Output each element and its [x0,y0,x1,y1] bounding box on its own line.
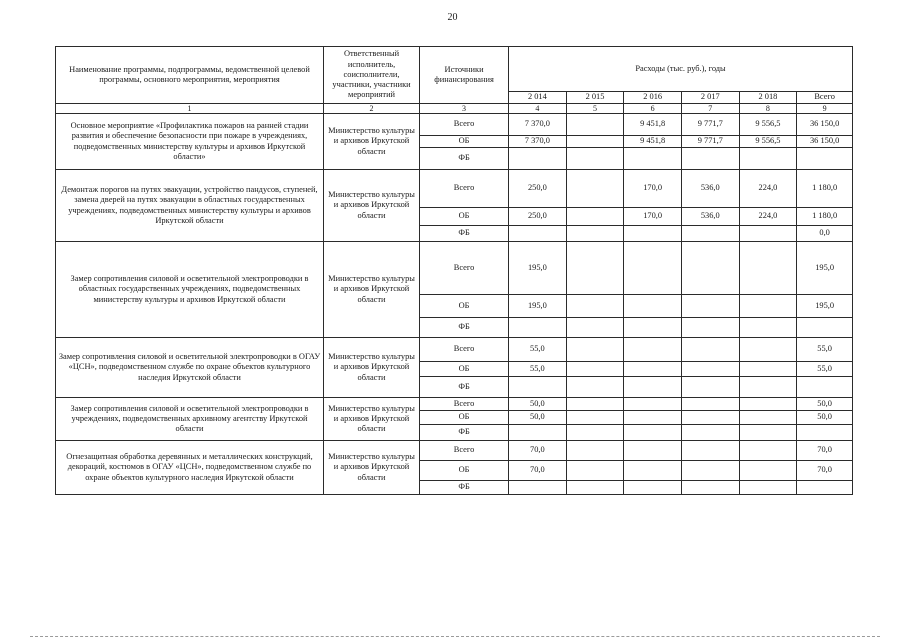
year-value [624,377,682,398]
column-number: 6 [624,104,682,114]
column-number: 4 [509,104,567,114]
total-value: 1 180,0 [797,170,853,208]
header-expenses: Расходы (тыс. руб.), годы [509,47,853,92]
year-value: 224,0 [739,170,797,208]
year-value: 7 370,0 [509,114,567,136]
year-value: 170,0 [624,208,682,226]
year-value [739,338,797,362]
header-row [56,47,853,92]
total-value: 36 150,0 [797,136,853,148]
year-value: 170,0 [624,170,682,208]
funding-source: Всего [420,170,509,208]
total-value: 50,0 [797,398,853,411]
year-value [739,318,797,338]
year-value: 9 556,5 [739,114,797,136]
year-value [681,338,739,362]
year-value [681,295,739,318]
year-value [624,461,682,481]
column-number: 1 [56,104,324,114]
total-value: 55,0 [797,362,853,377]
year-value [566,295,624,318]
funding-source: Всего [420,441,509,461]
header-sources: Источники финансирования [420,47,509,104]
activity-executor: Министерство культуры и архивов Иркутской области [324,242,420,338]
funding-source: ОБ [420,136,509,148]
header-year: 2 018 [739,92,797,104]
funding-source: ФБ [420,226,509,242]
year-value: 250,0 [509,208,567,226]
total-value [797,318,853,338]
total-value: 195,0 [797,242,853,295]
year-value: 55,0 [509,362,567,377]
year-value [624,425,682,441]
funding-source: ОБ [420,208,509,226]
year-value [739,425,797,441]
year-value [566,377,624,398]
year-value [509,481,567,495]
year-value [624,226,682,242]
funding-source: ФБ [420,318,509,338]
activity-executor: Министерство культуры и архивов Иркутской области [324,170,420,242]
year-value [739,411,797,425]
year-value [681,398,739,411]
year-value [681,377,739,398]
funding-source: Всего [420,114,509,136]
year-value [566,441,624,461]
year-value [681,481,739,495]
year-value: 9 451,8 [624,136,682,148]
year-value [681,318,739,338]
year-value: 50,0 [509,411,567,425]
year-value [681,411,739,425]
funding-source: ОБ [420,362,509,377]
year-value: 224,0 [739,208,797,226]
activity-executor: Министерство культуры и архивов Иркутской области [324,338,420,398]
year-value [566,411,624,425]
activity-name: Замер сопротивления силовой и осветительной электропроводки в ОГАУ «ЦСН», подведомственном службе по охране объектов культурного наследия Иркутской области [56,338,324,398]
budget-table [55,46,853,495]
year-value [509,377,567,398]
activity-executor: Министерство культуры и архивов Иркутской области [324,398,420,441]
header-executor: Ответственный исполнитель, соисполнители, участники, участники мероприятий [324,47,420,104]
year-value [509,148,567,170]
year-value [624,411,682,425]
year-value: 195,0 [509,295,567,318]
header-year: 2 014 [509,92,567,104]
funding-source: ФБ [420,481,509,495]
funding-source: Всего [420,242,509,295]
total-value [797,481,853,495]
year-value [739,377,797,398]
table-row [56,114,853,136]
header-total: Всего [797,92,853,104]
year-value [739,242,797,295]
funding-source: ОБ [420,461,509,481]
header-year: 2 017 [681,92,739,104]
year-value: 536,0 [681,170,739,208]
year-value [566,136,624,148]
total-value: 50,0 [797,411,853,425]
year-value [624,441,682,461]
year-value [739,362,797,377]
year-value [566,170,624,208]
year-value [566,226,624,242]
year-value: 70,0 [509,461,567,481]
total-value [797,377,853,398]
year-value [681,226,739,242]
year-value [624,481,682,495]
total-value [797,425,853,441]
year-value [681,425,739,441]
table-row [56,242,853,295]
activity-executor: Министерство культуры и архивов Иркутской области [324,441,420,495]
year-value [566,461,624,481]
total-value [797,148,853,170]
year-value [509,226,567,242]
year-value [739,148,797,170]
year-value [681,242,739,295]
year-value: 9 451,8 [624,114,682,136]
table-row [56,338,853,362]
column-number: 5 [566,104,624,114]
year-value [624,242,682,295]
header-year: 2 015 [566,92,624,104]
column-number: 8 [739,104,797,114]
year-value [681,362,739,377]
year-value [566,318,624,338]
column-number: 3 [420,104,509,114]
year-value [681,148,739,170]
funding-source: ФБ [420,148,509,170]
scan-edge-line [30,636,880,638]
year-value [739,398,797,411]
year-value [624,318,682,338]
column-numbers-row [56,104,853,114]
total-value: 36 150,0 [797,114,853,136]
year-value [566,362,624,377]
total-value: 70,0 [797,441,853,461]
column-number: 2 [324,104,420,114]
funding-source: Всего [420,338,509,362]
year-value: 9 556,5 [739,136,797,148]
year-value: 55,0 [509,338,567,362]
activity-name: Огнезащитная обработка деревянных и металлических конструкций, декораций, костюмов в ОГАУ «ЦСН», подведомственном службе по охране объектов культурного наследия Иркутской области [56,441,324,495]
header-year: 2 016 [624,92,682,104]
table-row [56,170,853,208]
total-value: 55,0 [797,338,853,362]
total-value: 0,0 [797,226,853,242]
year-value [624,338,682,362]
table-row [56,398,853,411]
funding-source: ФБ [420,377,509,398]
year-value [681,441,739,461]
year-value [681,461,739,481]
year-value [624,398,682,411]
year-value: 536,0 [681,208,739,226]
table-row [56,441,853,461]
activity-name: Замер сопротивления силовой и осветительной электропроводки в областных государственных учреждениях, подведомственных министерству культуры и архивов Иркутской области [56,242,324,338]
year-value [566,148,624,170]
year-value [739,481,797,495]
year-value: 9 771,7 [681,136,739,148]
total-value: 195,0 [797,295,853,318]
total-value: 1 180,0 [797,208,853,226]
year-value [624,148,682,170]
funding-source: Всего [420,398,509,411]
year-value: 250,0 [509,170,567,208]
year-value [509,425,567,441]
year-value [566,242,624,295]
year-value: 195,0 [509,242,567,295]
funding-source: ОБ [420,295,509,318]
activity-name: Демонтаж порогов на путях эвакуации, устройство пандусов, ступеней, замена дверей на путях эвакуации в областных государственных учреждениях, подведомственных министерству культуры и архивов Иркутской области [56,170,324,242]
year-value [566,114,624,136]
activity-name: Замер сопротивления силовой и осветительной электропроводки в учреждениях, подведомственных архивному агентству Иркутской области [56,398,324,441]
year-value [624,362,682,377]
page-number: 20 [447,12,458,23]
funding-source: ФБ [420,425,509,441]
year-value: 70,0 [509,441,567,461]
year-value [739,295,797,318]
year-value [624,295,682,318]
year-value: 50,0 [509,398,567,411]
year-value [566,338,624,362]
activity-name: Основное мероприятие «Профилактика пожаров на ранней стадии развития и обеспечение безопасности при пожаре в учреждениях, подведомственных министерству культуры и архивов Иркутской области» [56,114,324,170]
year-value [509,318,567,338]
column-number: 9 [797,104,853,114]
year-value [739,441,797,461]
year-value [739,461,797,481]
header-name: Наименование программы, подпрограммы, ведомственной целевой программы, основного мероприятия, мероприятия [56,47,324,104]
year-value: 9 771,7 [681,114,739,136]
year-value [566,398,624,411]
year-value: 7 370,0 [509,136,567,148]
funding-source: ОБ [420,411,509,425]
year-value [566,208,624,226]
total-value: 70,0 [797,461,853,481]
year-value [739,226,797,242]
activity-executor: Министерство культуры и архивов Иркутской области [324,114,420,170]
column-number: 7 [681,104,739,114]
year-value [566,481,624,495]
year-value [566,425,624,441]
